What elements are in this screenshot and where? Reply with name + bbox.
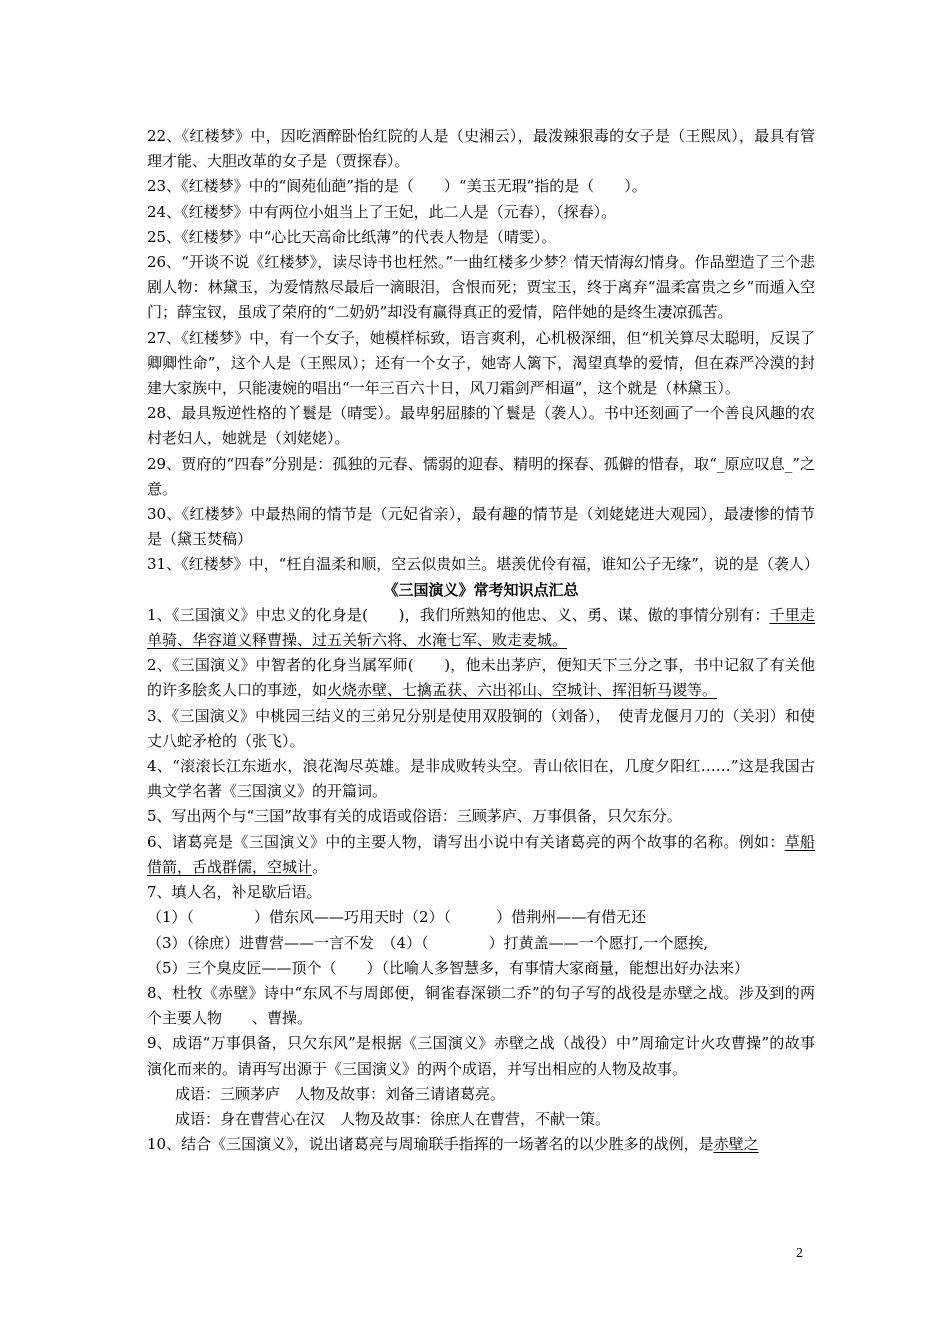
q2-text: 2、《三国演义》中智者的化身当属军师( )，他未出茅庐，便知天下三分之事，书中记叙了有关他的许多脍炙人口的事迹，如	[147, 656, 815, 700]
sanguo-q4: 4、“滚滚长江东逝水，浪花淘尽英雄。是非成败转头空。青山依旧在，几度夕阳红……”这是我国古典文学名著《三国演义》的开篇词。	[147, 757, 815, 801]
sanguo-q7-line3: （5）三个臭皮匠——顶个（ ）（比喻人多智慧多，有事情大家商量，能想出好办法来）	[147, 958, 750, 977]
sanguo-q5: 5、写出两个与“三国”故事有关的成语或俗语：三顾茅庐、万事俱备，只欠东分。	[147, 807, 682, 826]
q6-text: 6、诸葛亮是《三国演义》中的主要人物，请写出小说中有关诸葛亮的两个故事的名称。例如：	[147, 832, 785, 851]
sanguo-q3: 3、《三国演义》中桃园三结义的三弟兄分别是使用双股锏的（刘备）， 使青龙偃月刀的（关羽）和使丈八蛇矛枪的（张飞）。	[147, 706, 815, 750]
sanguo-q10	[147, 1132, 815, 1157]
paragraph-q27: 27、《红楼梦》中，有一个女子，她模样标致，语言爽利，心机极深细，但“机关算尽太聪明，反误了卿卿性命”，这个人是（王熙凤）；还有一个女子，她寄人篱下，渴望真挚的爱情，但在森严冷漠的封建大家族中，只能凄婉的唱出“一年三百六十日，风刀霜剑严相逼”，这个就是（林黛玉）。	[147, 328, 815, 398]
paragraph-q29: 29、贾府的“四春”分别是：孤独的元春、懦弱的迎春、精明的探春、孤僻的惜春，取“_原应叹息_”之意。	[147, 454, 815, 498]
sanguo-q7-line1: （1）（ ）借东风——巧用天时（2）（ ）借荆州——有借无还	[147, 908, 647, 927]
paragraph-q25: 25、《红楼梦》中“心比天高命比纸薄”的代表人物是（晴雯）。	[147, 227, 557, 246]
paragraph-q30: 30、《红楼梦》中最热闹的情节是（元妃省亲），最有趣的情节是（刘姥姥进大观园），最凄惨的情节是（黛玉焚稿）	[147, 505, 815, 549]
sanguo-q9-answer-2: 成语：身在曹营心在汉 人物及故事：徐庶人在曹营，不献一策。	[175, 1109, 611, 1128]
sanguo-q6	[147, 830, 815, 880]
q1-text: 1、《三国演义》中忠义的化身是( )，我们所熟知的他忠、义、勇、谋、傲的事情分别有：	[147, 605, 770, 624]
q10-answer: 赤壁之	[713, 1135, 759, 1154]
page-content	[147, 124, 819, 1157]
paragraph-q31: 31、《红楼梦》中，“枉自温柔和顺，空云似贵如兰。堪羡优伶有福，谁知公子无缘”，说的是（袭人）	[147, 555, 819, 574]
paragraph-q28: 28、最具叛逆性格的丫鬟是（晴雯）。最卑躬屈膝的丫鬟是（袭人）。书中还刻画了一个善良风趣的农村老妇人，她就是（刘姥姥）。	[147, 404, 815, 448]
paragraph-q26: 26、“开谈不说《红楼梦》，读尽诗书也枉然。”一曲红楼多少梦？情天情海幻情身。作品塑造了三个悲剧人物：林黛玉，为爱情熬尽最后一滴眼泪，含恨而死；贾宝玉，终于离弃“温柔富贵之乡”而遁入空门；薛宝钗，虽成了荣府的“二奶奶”却没有赢得真正的爱情，陪伴她的是终生凄凉孤苦。	[147, 253, 815, 322]
q6-answer: 草船借箭，舌战群儒，空城计	[147, 832, 815, 876]
paragraph-q24: 24、《红楼梦》中有两位小姐当上了王妃，此二人是（元春），（探春）。	[147, 202, 617, 221]
q1-answer: 千里走单骑、华容道义释曹操、过五关斩六将、水淹七军、败走麦城。	[147, 605, 815, 650]
sanguo-q1	[147, 603, 815, 653]
q10-text: 10、结合《三国演义》，说出诸葛亮与周瑜联手指挥的一场著名的以少胜多的战例，是	[147, 1135, 714, 1154]
q6-end: 。	[312, 857, 328, 876]
sanguo-q8: 8、杜牧《赤壁》诗中“东风不与周郎便，铜雀春深锁二乔”的句子写的战役是赤壁之战。涉及到的两个主要人物 、曹操。	[147, 983, 815, 1028]
paragraph-q23: 23、《红楼梦》中的“阆苑仙葩”指的是（ ）“美玉无瑕”指的是（ ）。	[147, 177, 647, 196]
page-number: 2	[796, 1246, 803, 1261]
sanguo-q2	[147, 653, 815, 703]
paragraph-q22: 22、《红楼梦》中，因吃酒醉卧怡红院的人是（史湘云），最泼辣狠毒的女子是（王熙凤），最具有管理才能、大胆改革的女子是（贾探春）。	[147, 127, 815, 171]
sanguo-q9: 9、成语“万事俱备，只欠东风”是根据《三国演义》赤壁之战（战役）中”周瑜定计火攻曹操”的故事演化而来的。请再写出源于《三国演义》的两个成语，并写出相应的人物及故事。	[147, 1034, 815, 1078]
sanguo-q7-line2: （3）（徐庶）进曹营——一言不发 （4）（ ）打黄盖——一个愿打,一个愿挨,	[147, 933, 709, 952]
sanguo-q9-answer-1: 成语：三顾茅庐 人物及故事：刘备三请诸葛亮。	[175, 1084, 506, 1103]
section-title: 《三国演义》常考知识点汇总	[383, 580, 579, 599]
q2-answer: 火烧赤壁、七擒孟获、六出祁山、空城计、挥泪斩马谡等。	[327, 681, 718, 700]
sanguo-q7: 7、填人名，补足歇后语。	[147, 883, 322, 902]
